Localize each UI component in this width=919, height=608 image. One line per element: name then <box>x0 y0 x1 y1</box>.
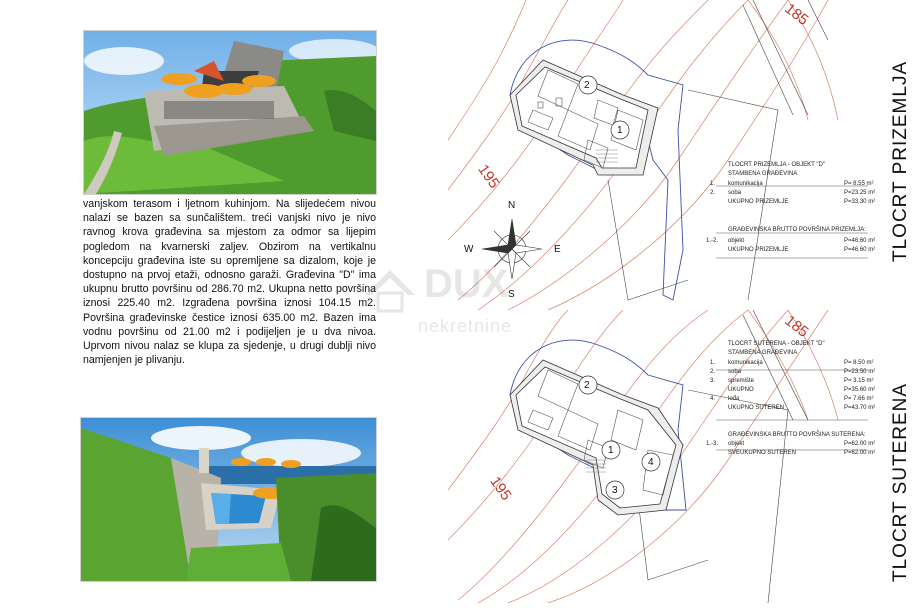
table-row-num: 4. <box>710 396 716 402</box>
floor-plan-ground <box>448 0 919 310</box>
table-row-value: P=23.25 m² <box>844 190 876 196</box>
room-number-1: 1 <box>608 445 614 456</box>
contour-label-185: 185 <box>781 0 812 29</box>
table-row-name: objekt <box>728 238 745 244</box>
compass-north: N <box>508 200 516 211</box>
table-row-num: 1. <box>710 360 716 366</box>
table-row-name: objekt <box>728 441 745 447</box>
table-row-num: 3. <box>710 378 716 384</box>
contour-label-195: 195 <box>474 161 503 192</box>
room-number-4: 4 <box>648 457 654 468</box>
watermark-brand: DUX <box>424 262 509 306</box>
room-number-2: 2 <box>584 380 590 391</box>
table-row-value: P= 8.55 m² <box>844 181 874 187</box>
table-row-name: UKUPNO SUTEREN <box>728 405 785 411</box>
render-image-pool <box>80 417 377 582</box>
contour-label-185: 185 <box>781 312 812 341</box>
room-number-2: 2 <box>584 80 590 91</box>
table-row-value: P= 7.66 m² <box>844 396 874 402</box>
table-row-name: komunikacija <box>728 181 763 187</box>
table-row-value: P=35.60 m² <box>844 387 876 393</box>
table-row-name: soba <box>728 369 742 375</box>
table-row-value: P=62.00 m² <box>844 450 876 456</box>
table-row-num: 1.-2. <box>706 238 719 244</box>
compass-south: S <box>508 289 515 300</box>
table-row-name: UKUPNO PRIZEMLJE <box>728 199 789 205</box>
brutto-title: GRAĐEVINSKA BRUTTO POVRŠINA SUTERENA: <box>728 432 866 438</box>
table-row-name: spremište <box>728 378 755 384</box>
table-row-num: 1.-3. <box>706 441 719 447</box>
table-row-name: soba <box>728 190 742 196</box>
table-row-value: P=43.70 m² <box>844 405 876 411</box>
table-row-value: P=46.60 m² <box>844 238 876 244</box>
compass-west: W <box>464 244 474 255</box>
table-row-name: SVEUKUPNO SUTEREN <box>728 450 797 456</box>
description-text: vanjskom terasom i ljetnom kuhinjom. Na slijedećem nivou nalazi se bazen sa sunčalištem. treći vanjski nivo je nivo ravnog krova građevina sa mjestom za odmor sa lijepim pogledom na kvarnerski zaljev. Obzirom na vertikalnu koncepciju građevina iste su opremljene sa dizalom, koje je dostupno na prvoj etaži, odnosno garaži. Građevina "D" ima ukupnu brutto površinu od 286.70 m2. Ukupna netto površina iznosi 225.40 m2. Izgrađena površina iznosi 104.15 m2. Površina građevinske čestice iznosi 635.00 m2. Bazen ima vodnu površinu od 21.00 m2 i podijeljen je u dva nivoa. Uprvom nivou nalaz se klupa za sjedenje, u drugi dublji nivo namjenjen je plivanju. <box>83 198 376 367</box>
table-row-num: 2. <box>710 369 716 375</box>
render-image-terrace <box>83 30 377 195</box>
table-subtitle: STAMBENA GRAĐEVINA <box>728 350 798 356</box>
table-row-name: UKUPNO <box>728 387 754 393</box>
table-row-value: P=46.60 m² <box>844 247 876 253</box>
table-title: TLOCRT PRIZEMLJA - OBJEKT "D" <box>728 162 825 168</box>
plan-side-title: TLOCRT PRIZEMLJA <box>890 60 911 262</box>
table-row-value: P=33.30 m² <box>844 199 876 205</box>
brutto-title: GRAĐEVINSKA BRUTTO POVRŠINA PRIZEMLJA: <box>728 227 866 233</box>
table-subtitle: STAMBENA GRAĐEVINA <box>728 171 798 177</box>
table-row-num: 2. <box>710 190 716 196</box>
table-row-name: UKUPNO PRIZEMLJE <box>728 247 789 253</box>
table-row-value: P= 3.15 m² <box>844 378 874 384</box>
watermark-sub: nekretnine <box>418 316 513 336</box>
compass-east: E <box>554 244 561 255</box>
table-row-value: P= 8.50 m² <box>844 360 874 366</box>
table-row-name: lođa <box>728 396 740 402</box>
table-title: TLOCRT SUTERENA - OBJEKT "D" <box>728 341 825 347</box>
contour-label-195: 195 <box>486 473 515 504</box>
floor-plan-basement <box>448 310 919 603</box>
table-row-name: komunikacija <box>728 360 763 366</box>
table-row-num: 1. <box>710 181 716 187</box>
table-row-value: P=62.00 m² <box>844 441 876 447</box>
room-number-3: 3 <box>612 485 618 496</box>
room-number-1: 1 <box>617 125 623 136</box>
table-row-value: P=23.50 m² <box>844 369 876 375</box>
plan-side-title: TLOCRT SUTERENA <box>890 382 911 582</box>
